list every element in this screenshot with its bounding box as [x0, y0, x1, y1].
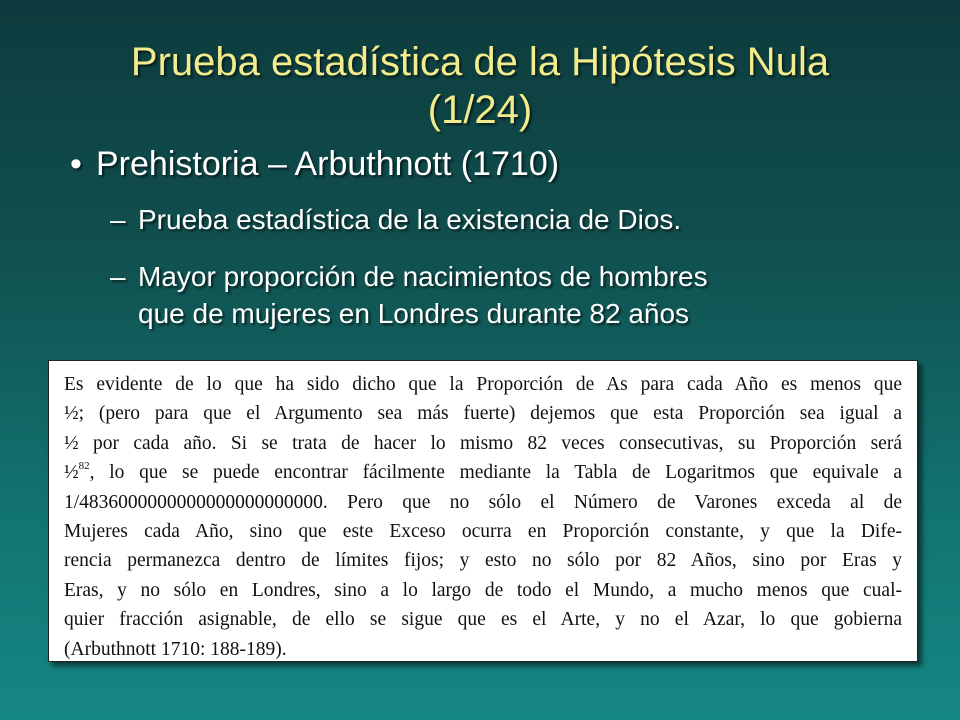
- sub-bullet-2-text-line2: que de mujeres en Londres durante 82 años: [138, 298, 690, 329]
- quote-line-rest: , lo que se puede encontrar fácilmente mediante la Tabla de Logaritmos que equivale a: [89, 462, 902, 484]
- quote-box: [48, 360, 918, 662]
- quote-line: Es evidente de lo que ha sido dicho que la Proporción de As para cada Año es menos que: [64, 374, 902, 395]
- sub-bullet-1-text: Prueba estadística de la existencia de Dios.: [138, 204, 682, 235]
- quote-line: ½ por cada año. Si se trata de hacer lo mismo 82 veces consecutivas, su Proporción será: [64, 432, 902, 454]
- main-bullet: [70, 142, 559, 186]
- quote-line: quier fracción asignable, de ello se sigue que es el Arte, y no el Azar, lo que gobierna: [64, 609, 902, 631]
- quote-line: Mujeres cada Año, sino que este Exceso ocurra en Proporción constante, y que la Dife-: [64, 521, 902, 543]
- half-fraction: ½: [64, 462, 79, 484]
- slide-title-line1: Prueba estadística de la Hipótesis Nula: [130, 40, 830, 84]
- quote-citation: (Arbuthnott 1710: 188-189).: [64, 638, 287, 660]
- quote-line: 1/4836000000000000000000000. Pero que no sólo el Número de Varones exceda al de: [64, 491, 902, 513]
- dash-marker-icon: –: [110, 261, 126, 292]
- main-bullet-text: Prehistoria – Arbuthnott (1710): [96, 145, 560, 183]
- exponent: 82: [78, 460, 90, 473]
- dash-marker-icon: –: [110, 204, 126, 235]
- quote-line: rencia permanezca dentro de límites fijos; y esto no sólo por 82 Años, sino por Eras y: [64, 550, 902, 572]
- slide-title-line2: (1/24): [427, 88, 533, 132]
- sub-bullet-1: [110, 201, 681, 238]
- sub-bullet-2-text-line1: Mayor proporción de nacimientos de hombres: [138, 261, 708, 292]
- quote-line: ½; (pero para que el Argumento sea más fuerte) dejemos que esta Proporción sea igual a: [64, 403, 902, 425]
- sub-bullet-2: [110, 258, 708, 332]
- quote-line: [64, 458, 902, 487]
- slide-title: [0, 38, 960, 134]
- bullet-dot-icon: •: [70, 145, 82, 183]
- quote-line: Eras, y no sólo en Londres, sino a lo largo de todo el Mundo, a mucho menos que cual-: [64, 579, 902, 601]
